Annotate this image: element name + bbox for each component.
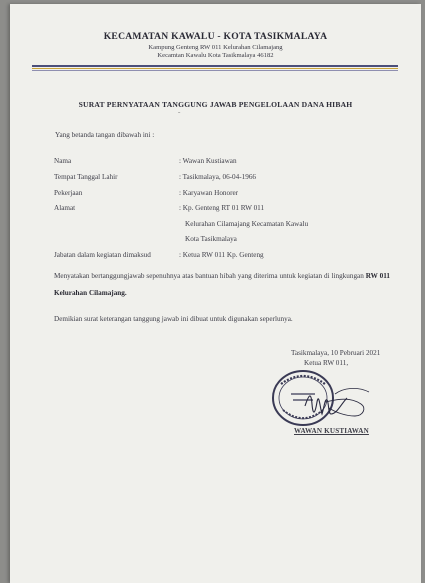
field-value-occupation: : Karyawan Honorer	[179, 189, 239, 197]
statement-bold-text: RW 011 Kelurahan Cilamajang.	[54, 272, 390, 297]
field-value-birth: : Tasikmalaya, 06-04-1966	[179, 173, 257, 181]
document-title: SURAT PERNYATAAN TANGGUNG JAWAB PENGELOLAAN DANA HIBAH	[78, 100, 353, 109]
statement-text: Menyatakan bertanggungjawab sepenuhnya atas bantuan hibah yang diterima untuk kegiatan di lingkungan	[54, 272, 366, 280]
letterhead-title: KECAMATAN KAWALU - KOTA TASIKMALAYA	[103, 31, 328, 42]
closing-sentence: Demikian surat keterangan tanggung jawab ini dibuat untuk digunakan seperlunya.	[54, 315, 293, 323]
field-label-name: Nama	[54, 157, 72, 165]
field-value-name: : Wawan Kustiawan	[179, 157, 237, 165]
letterhead-rule-blue	[32, 65, 398, 67]
signer-name: WAWAN KUSTIAWAN	[294, 427, 369, 435]
signature-place-date: Tasikmalaya, 10 Pebruari 2021	[291, 349, 381, 357]
letterhead-address-line-2: Kecamtan Kawalu Kota Tasikmalaya 46182	[157, 52, 274, 59]
statement-paragraph	[54, 268, 390, 302]
intro-text: Yang betanda tangan dibawah ini :	[55, 131, 155, 139]
letterhead-rule-thin	[32, 70, 398, 71]
field-label-occupation: Pekerjaan	[54, 189, 83, 197]
field-value-position: : Ketua RW 011 Kp. Genteng	[179, 251, 264, 259]
field-label-address: Alamat	[54, 204, 76, 212]
field-value-address-line-2: Kelurahan Cilamajang Kecamatan Kawalu	[185, 220, 309, 228]
field-value-address-line-3: Kota Tasikmalaya	[185, 235, 237, 243]
field-value-address: : Kp. Genteng RT 01 RW 011	[179, 204, 265, 212]
signature-role: Ketua RW 011,	[304, 359, 349, 367]
field-label-position: Jabatan dalam kegiatan dimaksud	[54, 251, 151, 259]
field-label-birth: Tempat Tanggal Lahir	[54, 173, 118, 181]
letterhead-address-line-1: Kampung Genteng RW 011 Kelurahan Cilamajang	[148, 44, 283, 51]
letterhead-rule-gold	[32, 68, 398, 69]
document-page	[10, 4, 421, 583]
rw-stamp-and-signature	[265, 364, 375, 436]
pen-mark: ˇ	[178, 111, 181, 119]
